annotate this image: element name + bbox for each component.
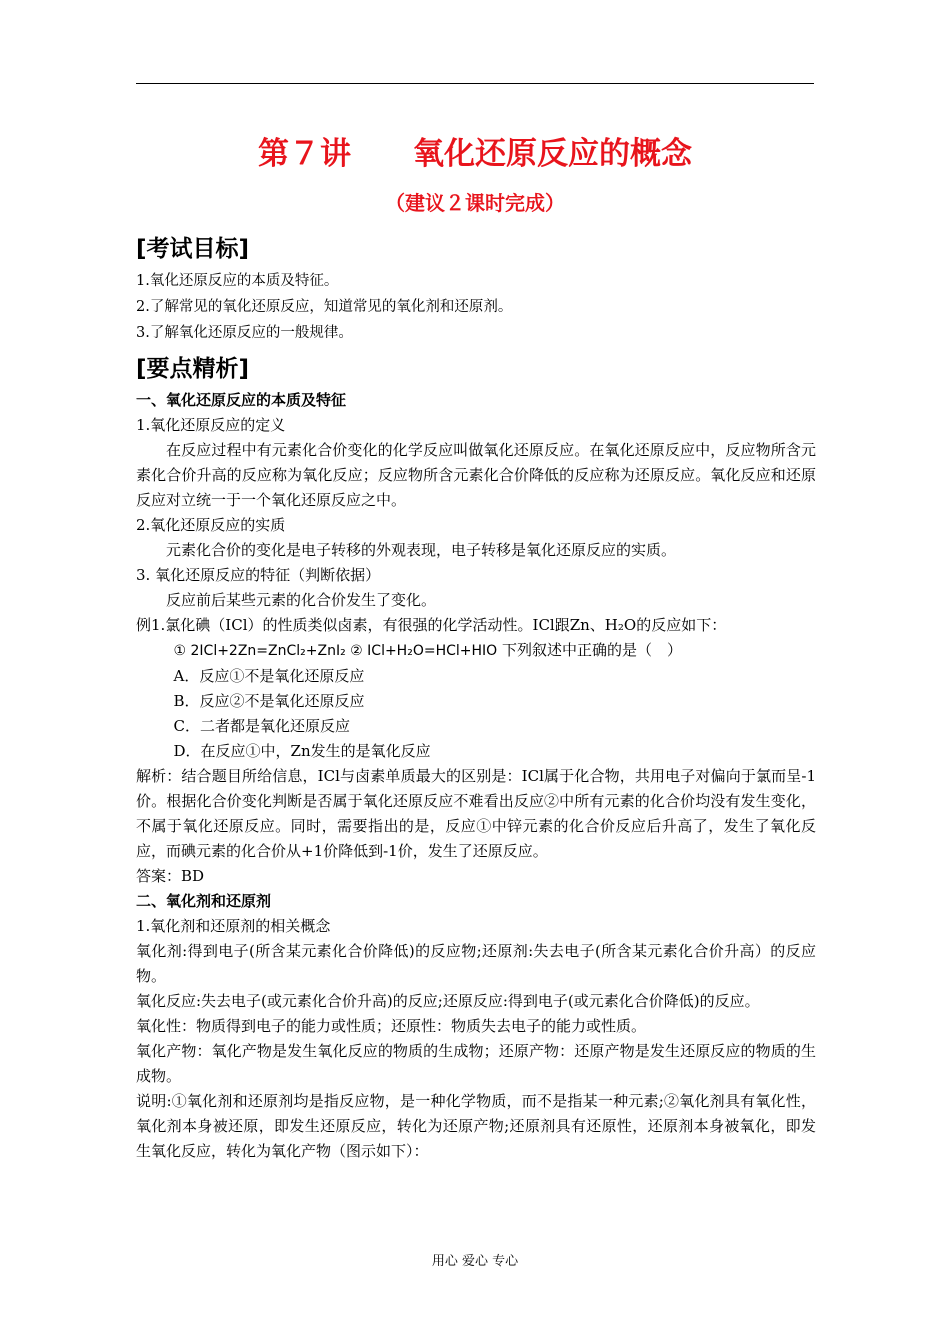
goal-item: 1.氧化还原反应的本质及特征。	[136, 273, 339, 289]
section-1-title: 一、氧化还原反应的本质及特征	[136, 391, 347, 409]
example-equations	[136, 638, 816, 664]
example-intro: 例1.氯化碘（ICl）的性质类似卤素，有很强的化学活动性。ICl跟Zn、H₂O的反应如下：	[136, 616, 727, 634]
paragraph: 氧化性：物质得到电子的能力或性质；还原性：物质失去电子的能力或性质。	[136, 1017, 647, 1035]
answer: 答案：BD	[136, 867, 205, 885]
paragraph: 说明:①氧化剂和还原剂均是指反应物，是一种化学物质，而不是指某一种元素;②氧化剂具有氧化性，氧化剂本身被还原，即发生还原反应，转化为还原产物;还原剂具有还原性，还原剂本身被氧化，即发生氧化反应，转化为氧化产物（图示如下）：	[136, 1092, 816, 1160]
goal-item: 2.了解常见的氧化还原反应，知道常见的氧化剂和还原剂。	[136, 299, 513, 315]
header-rule	[136, 83, 814, 84]
subsection-title: 2.氧化还原反应的实质	[136, 516, 286, 534]
page-footer: 用心 爱心 专心	[431, 1254, 519, 1269]
analysis: 解析：结合题目所给信息，ICl与卤素单质最大的区别是：ICl属于化合物，共用电子对偏向于氯而呈-1价。根据化合价变化判断是否属于氧化还原反应不难看出反应②中所有元素的化合价均没有发生变化，不属于氧化还原反应。同时，需要指出的是，反应①中锌元素的化合价反应后升高了，发生了氧化反应，而碘元素的化合价从+1价降低到-1价，发生了还原反应。	[136, 767, 816, 860]
subsection-title: 1.氧化剂和还原剂的相关概念	[136, 917, 331, 935]
section-2-title: 二、氧化剂和还原剂	[136, 892, 272, 910]
paragraph: 氧化产物：氧化产物是发生氧化反应的物质的生成物；还原产物：还原产物是发生还原反应的物质的生成物。	[136, 1042, 816, 1085]
subsection-title: 3. 氧化还原反应的特征（判断依据）	[136, 566, 381, 584]
paragraph: 在反应过程中有元素化合价变化的化学反应叫做氧化还原反应。在氧化还原反应中，反应物所含元素化合价升高的反应称为氧化反应；反应物所含元素化合价降低的反应称为还原反应。氧化反应和还原反应对立统一于一个氧化还原反应之中。	[136, 441, 816, 509]
paragraph: 氧化反应:失去电子(或元素化合价升高)的反应;还原反应:得到电子(或元素化合价降低)的反应。	[136, 992, 760, 1010]
option-a: A．反应①不是氧化还原反应	[173, 667, 365, 685]
option-d: D．在反应①中，Zn发生的是氧化反应	[173, 742, 431, 760]
main-content	[136, 232, 816, 1164]
page-title: 第７讲 氧化还原反应的概念	[258, 136, 692, 172]
goal-item: 3.了解氧化还原反应的一般规律。	[136, 325, 353, 341]
key-points-heading: [要点精析]	[136, 356, 250, 382]
page-subtitle: （建议２课时完成）	[385, 191, 565, 215]
paragraph: 氧化剂:得到电子(所含某元素化合价降低)的反应物;还原剂:失去电子(所含某元素化合价升高）的反应物。	[136, 942, 816, 985]
paragraph: 反应前后某些元素的化合价发生了变化。	[166, 591, 437, 609]
subsection-title: 1.氧化还原反应的定义	[136, 416, 286, 434]
question-text: 下列叙述中正确的是（ ）	[497, 641, 682, 659]
goals-heading: [考试目标]	[136, 236, 250, 262]
option-c: C．二者都是氧化还原反应	[173, 717, 350, 735]
equation: ① 2ICl+2Zn=ZnCl₂+ZnI₂ ② ICl+H₂O=HCl+HIO	[173, 643, 498, 659]
option-b: B．反应②不是氧化还原反应	[173, 692, 365, 710]
paragraph: 元素化合价的变化是电子转移的外观表现，电子转移是氧化还原反应的实质。	[166, 541, 677, 559]
